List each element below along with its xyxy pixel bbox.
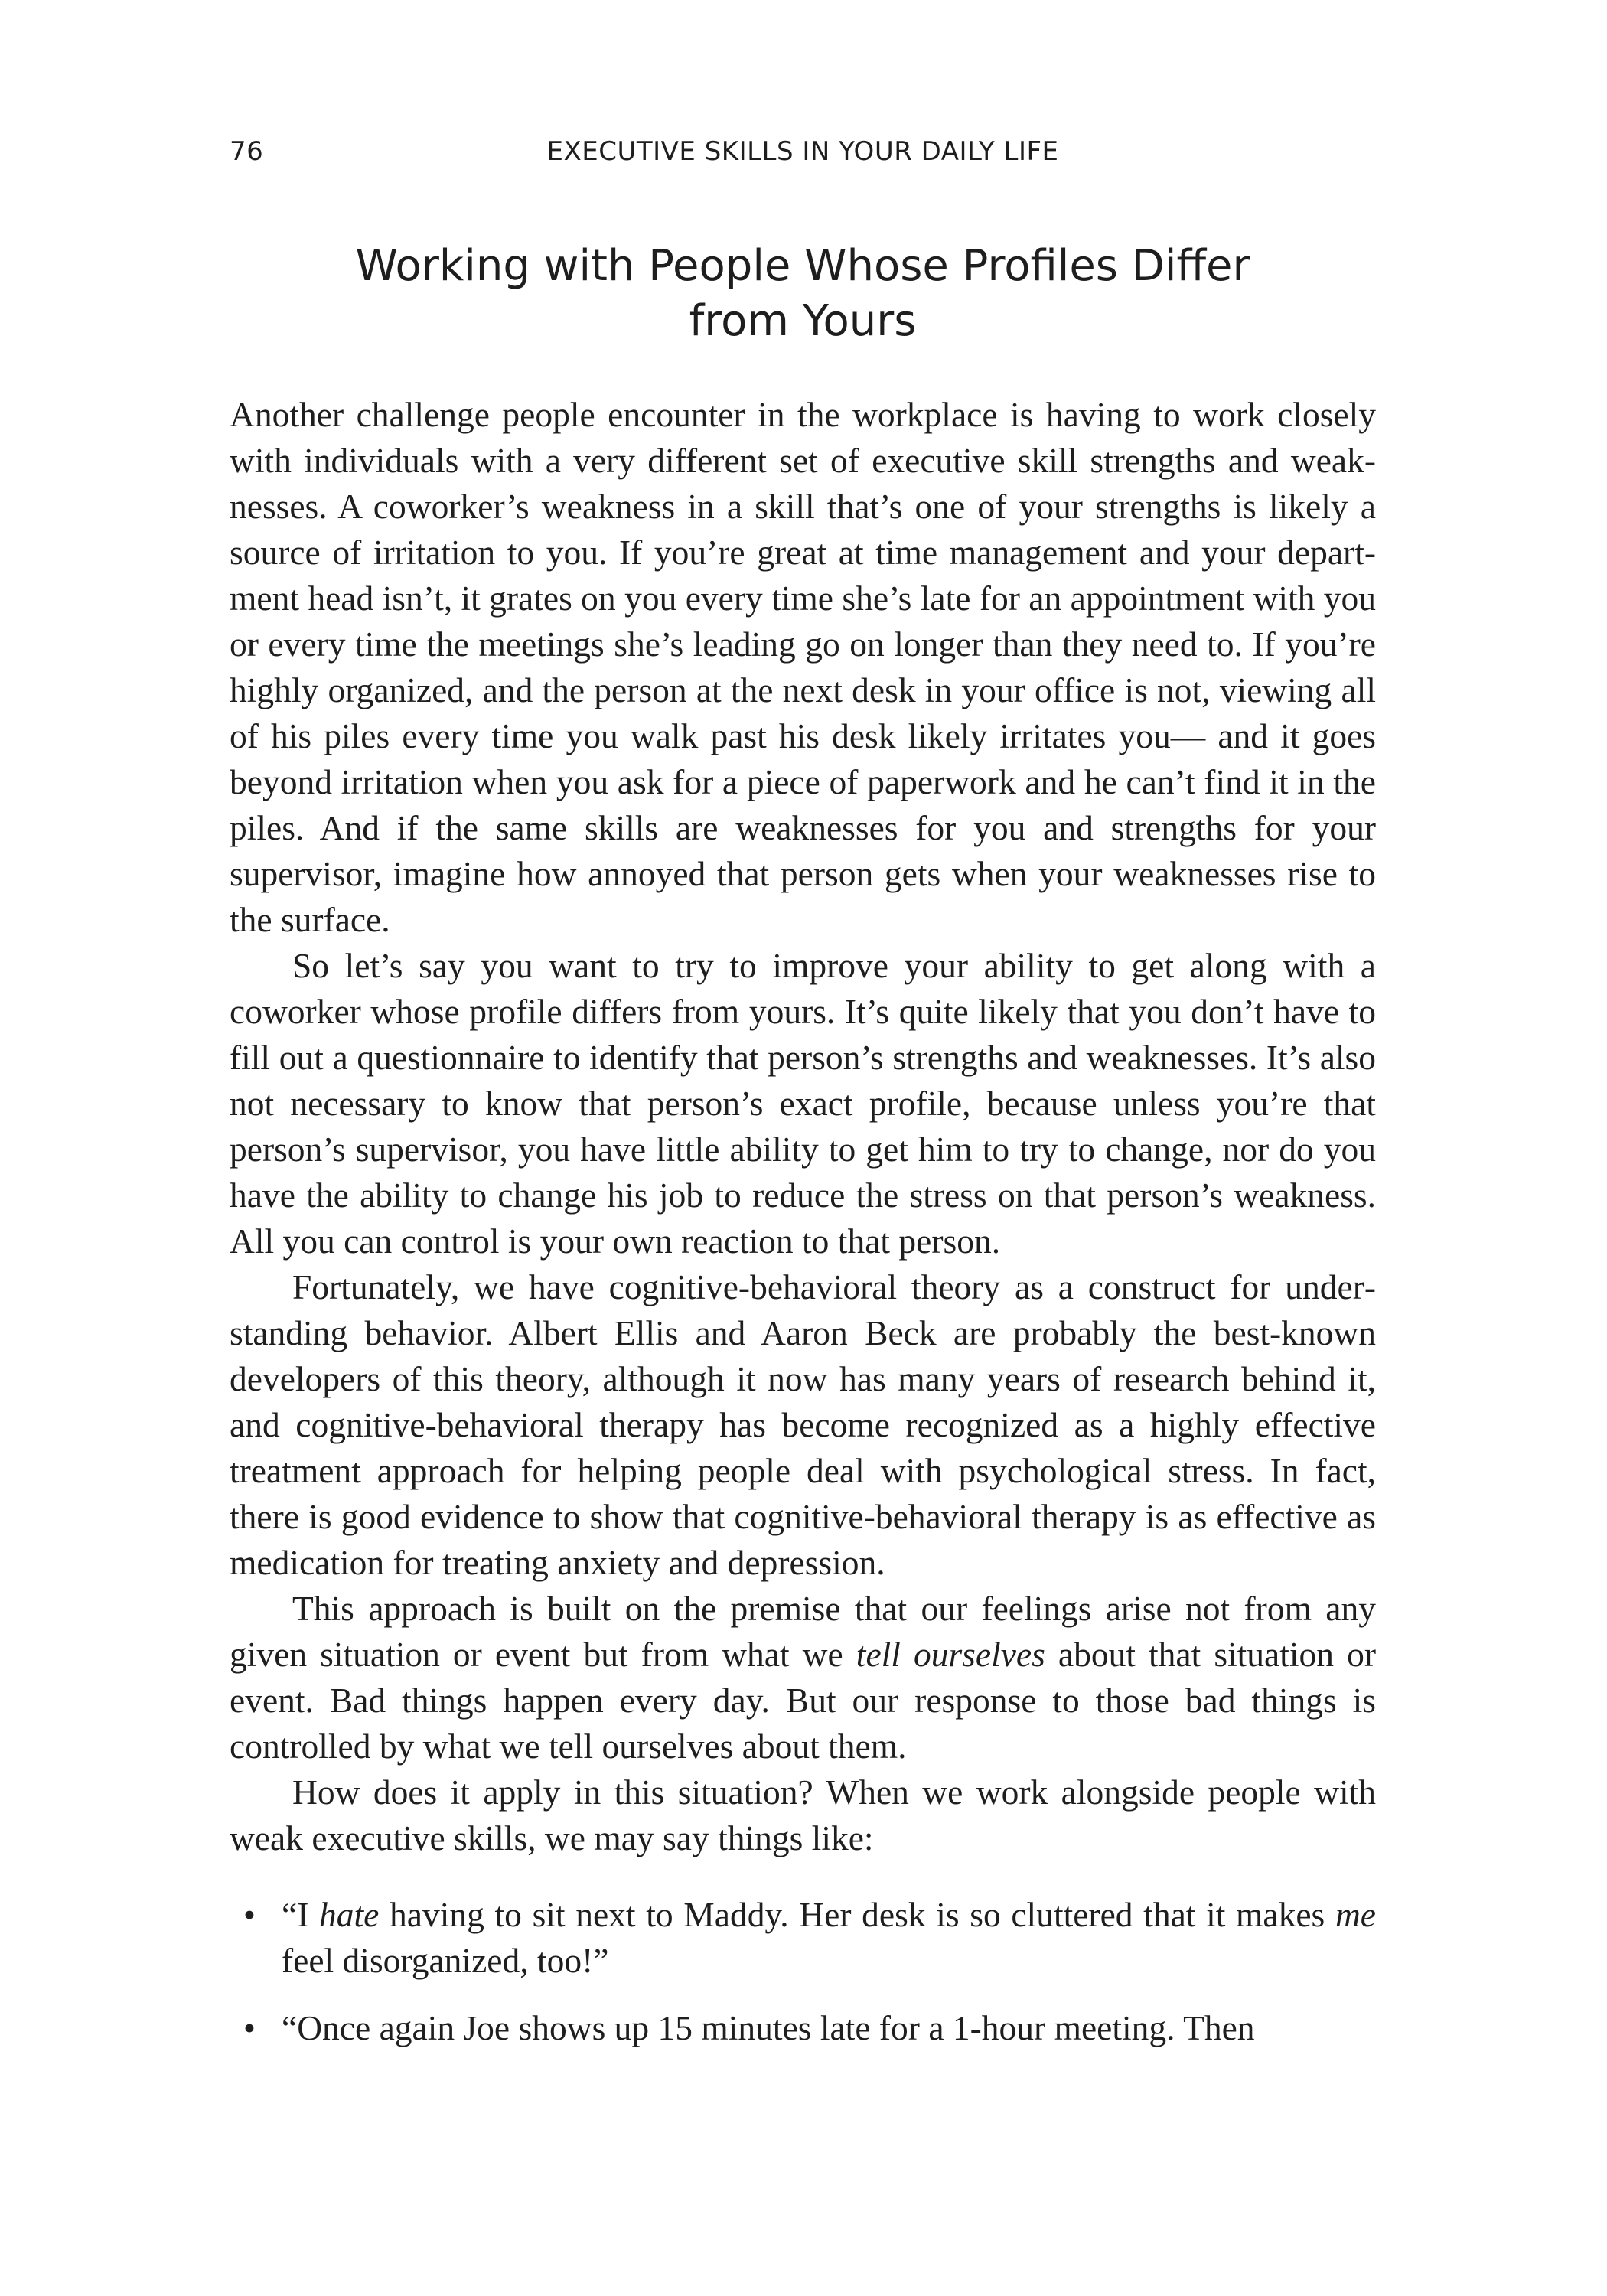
paragraph-3	[230, 1264, 1376, 1586]
quote-1-text-c: feel disorganized, too!”	[282, 1941, 609, 1980]
paragraph-2-text: So let’s say you want to try to improve your ability to get along with a coworker whose profile differs from yours. It’s quite likely that you don’t have to fill out a questionnaire to identify that person’s strengths and weaknesses. It’s also not necessary to know that person’s exact profile, because unless you’re that person’s supervisor, you have little ability to get him to try to change, nor do you have the ability to change his job to reduce the stress on that person’s weakness. All you can control is your own reaction to that person.	[230, 946, 1376, 1261]
paragraph-1-text: Another challenge people encounter in the workplace is having to work closely with individuals with a very different set of executive skill strengths and weaknesses. A coworker’s weakness in a skill that’s one of your strengths is likely a source of irritation to you. If you’re great at time management and your department head isn’t, it grates on you every time she’s late for an appointment with you or every time the meetings she’s leading go on longer than they need to. If you’re highly organized, and the person at the next desk in your office is not, viewing all of his piles every time you walk past his desk likely irritates you— and it goes beyond irritation when you ask for a piece of paperwork and he can’t find it in the piles. And if the same skills are weaknesses for you and strengths for your supervisor, imagine how annoyed that person gets when your weaknesses rise to the surface.	[230, 395, 1376, 939]
running-title: EXECUTIVE SKILLS IN YOUR DAILY LIFE	[546, 136, 1059, 167]
quote-1-text-a: “I	[282, 1895, 320, 1934]
list-item	[230, 2005, 1376, 2051]
list-item	[230, 1892, 1376, 1984]
section-title	[230, 239, 1376, 349]
page-number: 76	[230, 136, 264, 167]
paragraph-1	[230, 392, 1376, 943]
quote-1-emphasis-me: me	[1335, 1895, 1376, 1934]
paragraph-5	[230, 1769, 1376, 1861]
paragraph-3-text: Fortunately, we have cognitive-behavioral theory as a construct for understanding behavior. Albert Ellis and Aaron Beck are probably the best-known developers of this theory, although it now has many years of research behind it, and cognitive-behavioral therapy has become recognized as a highly effective treatment approach for helping people deal with psychological stress. In fact, there is good evidence to show that cognitive-behavioral therapy is as effective as medication for treating anxiety and depression.	[230, 1267, 1376, 1582]
section-title-line-2: from Yours	[689, 296, 917, 346]
paragraph-4	[230, 1586, 1376, 1769]
paragraph-4-emphasis: tell ourselves	[856, 1635, 1045, 1674]
running-header	[230, 136, 1376, 174]
quote-1-emphasis-hate: hate	[319, 1895, 380, 1934]
paragraph-4-text-start: This approach is built on the premise that our feelings arise not from any given situation or event but from what we	[230, 1589, 1376, 1674]
example-quotes-list	[230, 1892, 1376, 2051]
bullet-icon: •	[243, 1895, 256, 1934]
paragraph-5-text: How does it apply in this situation? When we work alongside people with weak executive skills, we may say things like:	[230, 1773, 1376, 1857]
bullet-icon: •	[243, 2008, 256, 2047]
quote-1-text-b: having to sit next to Maddy. Her desk is so cluttered that it makes	[379, 1895, 1335, 1934]
section-title-line-1: Working with People Whose Profiles Differ	[355, 241, 1250, 291]
paragraph-4-text-end: about that situation or event. Bad things happen every day. But our response to those bad things is controlled by what we tell ourselves about them.	[230, 1635, 1376, 1766]
quote-2-text: “Once again Joe shows up 15 minutes late for a 1-hour meeting. Then	[282, 2008, 1255, 2047]
paragraph-2	[230, 943, 1376, 1264]
body-text	[230, 392, 1376, 2073]
